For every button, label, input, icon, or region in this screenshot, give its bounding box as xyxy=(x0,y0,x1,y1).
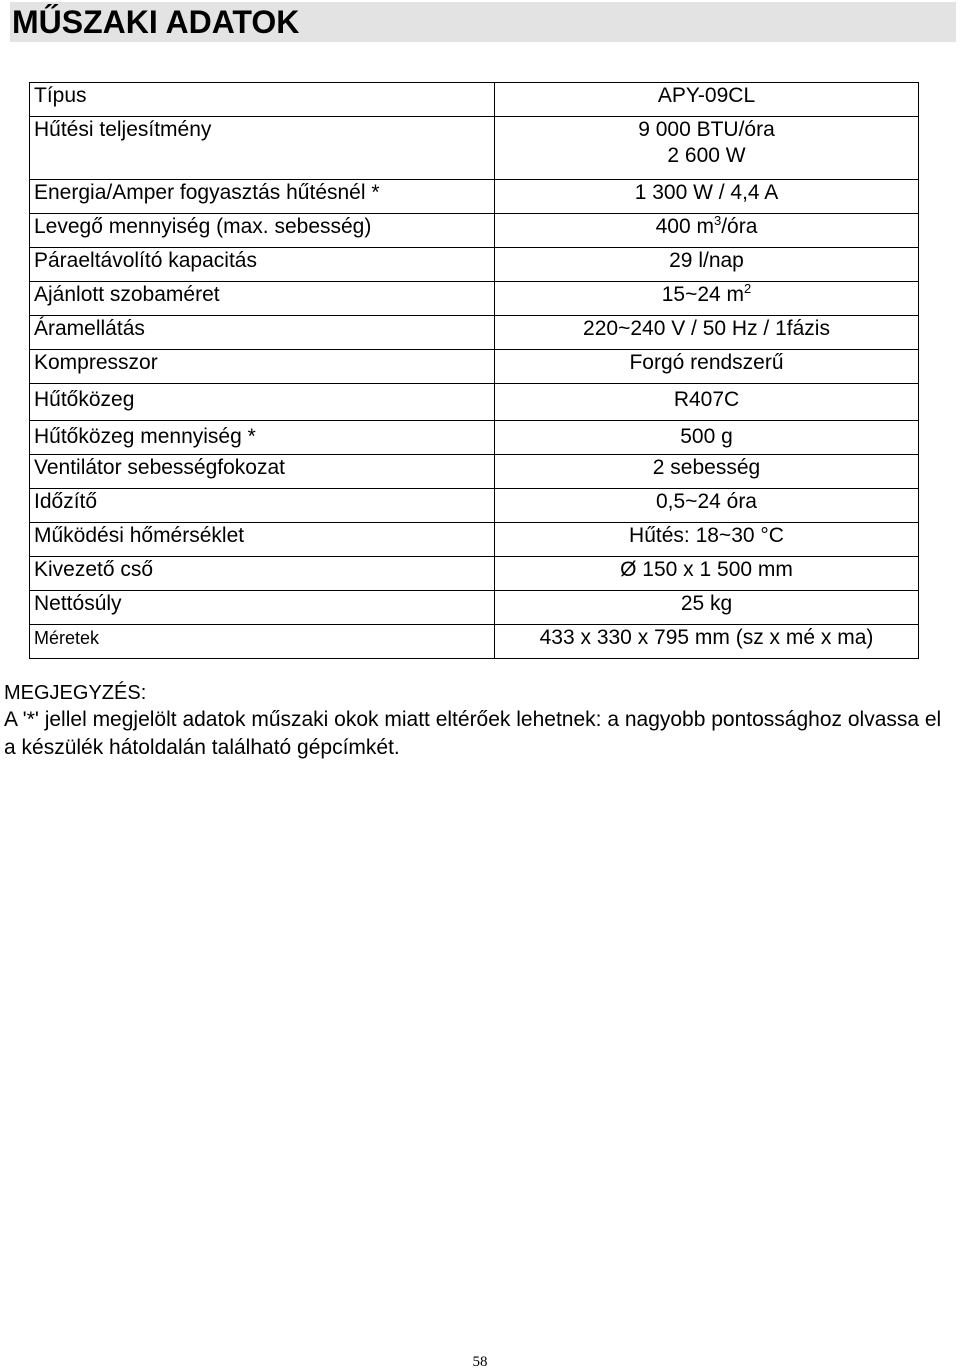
spec-label: Ajánlott szobaméret xyxy=(30,282,495,316)
table-row xyxy=(30,83,919,117)
spec-label: Kivezető cső xyxy=(30,557,495,591)
spec-value-text: 15~24 m xyxy=(661,283,745,306)
spec-label: Hűtési teljesítmény xyxy=(30,117,495,180)
spec-label: Ventilátor sebességfokozat xyxy=(30,455,495,489)
spec-label: Energia/Amper fogyasztás hűtésnél * xyxy=(30,180,495,214)
table-row xyxy=(30,625,919,659)
spec-value-text: 400 m xyxy=(655,215,714,238)
spec-value-line: 2 600 W xyxy=(667,144,746,167)
spec-value-text: R407C xyxy=(673,388,740,411)
table-row xyxy=(30,248,919,282)
table-row xyxy=(30,117,919,180)
specs-table xyxy=(29,82,919,659)
spec-label: Kompresszor xyxy=(30,350,495,384)
spec-value: 29 l/nap xyxy=(495,248,919,282)
spec-label: Áramellátás xyxy=(30,316,495,350)
spec-label-text: Hűtőközeg xyxy=(34,388,135,411)
page-title: MŰSZAKI ADATOK xyxy=(12,4,300,40)
spec-value: 2 sebesség xyxy=(495,455,919,489)
spec-label: Működési hőmérséklet xyxy=(30,523,495,557)
table-row xyxy=(30,489,919,523)
spec-value: 220~240 V / 50 Hz / 1fázis xyxy=(495,316,919,350)
spec-value: 0,5~24 óra xyxy=(495,489,919,523)
spec-value: 25 kg xyxy=(495,591,919,625)
spec-label: Páraeltávolító kapacitás xyxy=(30,248,495,282)
spec-label: Nettósúly xyxy=(30,591,495,625)
table-row xyxy=(30,523,919,557)
spec-value: 433 x 330 x 795 mm (sz x mé x ma) xyxy=(495,625,919,659)
spec-value-text: 500 g xyxy=(680,425,733,448)
notes-section xyxy=(4,680,954,762)
table-row xyxy=(30,350,919,384)
note-text: A '*' jellel megjelölt adatok műszaki okok miatt eltérőek lehetnek: a nagyobb pontossághoz olvassa el a készülék hátoldalán található gépcímkét. xyxy=(4,708,942,759)
superscript: 2 xyxy=(744,281,752,296)
title-bar xyxy=(10,2,956,42)
spec-value xyxy=(495,384,919,421)
spec-value xyxy=(495,282,919,316)
table-row xyxy=(30,384,919,421)
spec-label: Méretek xyxy=(30,625,495,659)
spec-value xyxy=(495,421,919,455)
spec-label: Típus xyxy=(30,83,495,117)
spec-value: Ø 150 x 1 500 mm xyxy=(495,557,919,591)
superscript: 3 xyxy=(713,213,722,228)
table-row xyxy=(30,557,919,591)
spec-label: Időzítő xyxy=(30,489,495,523)
table-row xyxy=(30,455,919,489)
spec-label xyxy=(30,421,495,455)
table-row xyxy=(30,180,919,214)
spec-value: Forgó rendszerű xyxy=(495,350,919,384)
table-row xyxy=(30,214,919,248)
note-heading: MEGJEGYZÉS: xyxy=(4,682,147,704)
table-row xyxy=(30,421,919,455)
table-row xyxy=(30,316,919,350)
spec-value-suffix: /óra xyxy=(721,215,758,238)
spec-value: APY-09CL xyxy=(495,83,919,117)
spec-value-line: 9 000 BTU/óra xyxy=(638,118,775,141)
spec-value xyxy=(495,214,919,248)
page-number: 58 xyxy=(472,1354,488,1370)
spec-value: 1 300 W / 4,4 A xyxy=(495,180,919,214)
table-row xyxy=(30,591,919,625)
table-row xyxy=(30,282,919,316)
spec-label xyxy=(30,384,495,421)
spec-value xyxy=(495,117,919,180)
spec-value: Hűtés: 18~30 °C xyxy=(495,523,919,557)
spec-label: Levegő mennyiség (max. sebesség) xyxy=(30,214,495,248)
spec-label-text: Hűtőközeg mennyiség * xyxy=(34,425,256,448)
